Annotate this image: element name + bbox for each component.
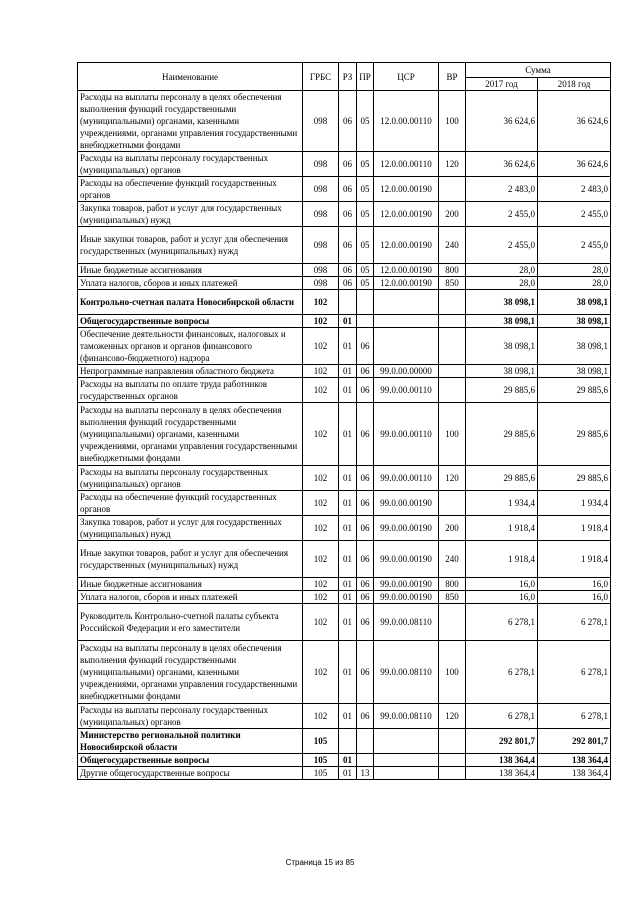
row-sum-2017: 38 098,1 xyxy=(466,315,538,328)
table-row xyxy=(78,704,611,729)
table-row xyxy=(78,767,611,780)
table-header xyxy=(78,63,611,91)
row-vr: 240 xyxy=(439,227,466,264)
row-name: Иные закупки товаров, работ и услуг для обеспечения государственных (муниципальных) нужд xyxy=(78,541,303,578)
row-vr: 120 xyxy=(439,152,466,177)
row-rz: 01 xyxy=(339,365,357,378)
row-pr: 06 xyxy=(357,516,374,541)
row-grbs: 102 xyxy=(303,641,339,704)
header-csr: ЦСР xyxy=(374,63,439,91)
row-rz: 06 xyxy=(339,227,357,264)
row-rz: 06 xyxy=(339,91,357,152)
row-sum-2018: 28,0 xyxy=(538,277,611,290)
row-sum-2018: 36 624,6 xyxy=(538,152,611,177)
row-vr: 200 xyxy=(439,516,466,541)
table-row xyxy=(78,177,611,202)
row-rz: 01 xyxy=(339,604,357,641)
table-row xyxy=(78,91,611,152)
row-grbs: 102 xyxy=(303,516,339,541)
row-rz: 06 xyxy=(339,277,357,290)
row-name: Расходы на выплаты персоналу государственных (муниципальных) органов xyxy=(78,704,303,729)
row-csr xyxy=(374,290,439,315)
row-csr: 99.0.00.00190 xyxy=(374,591,439,604)
row-grbs: 102 xyxy=(303,315,339,328)
row-csr xyxy=(374,315,439,328)
row-vr: 100 xyxy=(439,403,466,466)
row-name: Расходы на выплаты по оплате труда работников государственных органов xyxy=(78,378,303,403)
row-grbs: 098 xyxy=(303,202,339,227)
row-sum-2017: 38 098,1 xyxy=(466,290,538,315)
table-row xyxy=(78,466,611,491)
row-grbs: 102 xyxy=(303,604,339,641)
row-sum-2017: 1 934,4 xyxy=(466,491,538,516)
row-csr: 12.0.00.00190 xyxy=(374,277,439,290)
row-sum-2017: 28,0 xyxy=(466,277,538,290)
row-grbs: 102 xyxy=(303,541,339,578)
row-vr: 100 xyxy=(439,91,466,152)
row-csr xyxy=(374,767,439,780)
row-grbs: 102 xyxy=(303,466,339,491)
row-sum-2018: 38 098,1 xyxy=(538,365,611,378)
row-sum-2018: 2 483,0 xyxy=(538,177,611,202)
row-name: Непрограммные направления областного бюджета xyxy=(78,365,303,378)
table-row xyxy=(78,578,611,591)
row-name: Уплата налогов, сборов и иных платежей xyxy=(78,591,303,604)
row-sum-2017: 29 885,6 xyxy=(466,378,538,403)
table-row xyxy=(78,227,611,264)
row-sum-2018: 38 098,1 xyxy=(538,290,611,315)
table-row xyxy=(78,290,611,315)
row-sum-2018: 6 278,1 xyxy=(538,641,611,704)
row-pr: 06 xyxy=(357,591,374,604)
row-name: Общегосударственные вопросы xyxy=(78,315,303,328)
row-grbs: 098 xyxy=(303,277,339,290)
row-rz: 06 xyxy=(339,152,357,177)
row-name: Расходы на выплаты персоналу государственных (муниципальных) органов xyxy=(78,466,303,491)
row-rz: 01 xyxy=(339,754,357,767)
header-pr: ПР xyxy=(357,63,374,91)
row-csr xyxy=(374,754,439,767)
header-grbs: ГРБС xyxy=(303,63,339,91)
row-sum-2018: 16,0 xyxy=(538,591,611,604)
row-pr: 06 xyxy=(357,328,374,365)
row-pr: 06 xyxy=(357,641,374,704)
row-csr: 99.0.00.00110 xyxy=(374,466,439,491)
row-name: Руководитель Контрольно-счетной палаты субъекта Российской Федерации и его заместители xyxy=(78,604,303,641)
row-name: Другие общегосударственные вопросы xyxy=(78,767,303,780)
row-csr: 99.0.00.08110 xyxy=(374,604,439,641)
row-csr: 12.0.00.00110 xyxy=(374,152,439,177)
table-row xyxy=(78,277,611,290)
table-row xyxy=(78,152,611,177)
row-grbs: 098 xyxy=(303,152,339,177)
row-sum-2017: 292 801,7 xyxy=(466,729,538,754)
row-rz: 01 xyxy=(339,516,357,541)
row-rz: 01 xyxy=(339,578,357,591)
row-vr: 100 xyxy=(439,641,466,704)
row-pr: 06 xyxy=(357,578,374,591)
row-vr xyxy=(439,604,466,641)
row-sum-2018: 16,0 xyxy=(538,578,611,591)
row-name: Расходы на выплаты персоналу государственных (муниципальных) органов xyxy=(78,152,303,177)
header-name: Наименование xyxy=(78,63,303,91)
row-vr xyxy=(439,365,466,378)
row-pr: 06 xyxy=(357,466,374,491)
row-pr: 06 xyxy=(357,604,374,641)
row-sum-2018: 1 918,4 xyxy=(538,541,611,578)
row-grbs: 102 xyxy=(303,378,339,403)
row-vr: 850 xyxy=(439,277,466,290)
row-sum-2018: 2 455,0 xyxy=(538,202,611,227)
row-name: Иные бюджетные ассигнования xyxy=(78,578,303,591)
row-pr xyxy=(357,729,374,754)
row-sum-2018: 29 885,6 xyxy=(538,378,611,403)
page-footer: Страница 15 из 85 xyxy=(285,858,355,867)
budget-table xyxy=(77,62,611,780)
row-pr: 13 xyxy=(357,767,374,780)
row-rz: 06 xyxy=(339,264,357,277)
row-name: Иные бюджетные ассигнования xyxy=(78,264,303,277)
row-vr xyxy=(439,754,466,767)
row-vr xyxy=(439,729,466,754)
row-sum-2017: 1 918,4 xyxy=(466,541,538,578)
row-sum-2017: 6 278,1 xyxy=(466,641,538,704)
row-csr: 12.0.00.00110 xyxy=(374,91,439,152)
table-row xyxy=(78,641,611,704)
row-vr xyxy=(439,315,466,328)
row-sum-2018: 2 455,0 xyxy=(538,227,611,264)
row-csr: 99.0.00.00190 xyxy=(374,491,439,516)
header-vr: ВР xyxy=(439,63,466,91)
row-name: Расходы на выплаты персоналу в целях обеспечения выполнения функций государственными (муниципальными) органами, казенными учреждениями, органами управления государственными внебюджетными фондами xyxy=(78,403,303,466)
row-pr xyxy=(357,290,374,315)
table-row xyxy=(78,754,611,767)
table-row xyxy=(78,365,611,378)
row-name: Расходы на обеспечение функций государственных органов xyxy=(78,491,303,516)
row-grbs: 105 xyxy=(303,767,339,780)
row-vr: 200 xyxy=(439,202,466,227)
row-csr: 99.0.00.00110 xyxy=(374,403,439,466)
row-sum-2018: 29 885,6 xyxy=(538,466,611,491)
row-sum-2017: 1 918,4 xyxy=(466,516,538,541)
row-csr: 12.0.00.00190 xyxy=(374,264,439,277)
row-grbs: 105 xyxy=(303,754,339,767)
row-name: Министерство региональной политики Новосибирской области xyxy=(78,729,303,754)
row-csr: 99.0.00.00000 xyxy=(374,365,439,378)
row-sum-2018: 38 098,1 xyxy=(538,315,611,328)
row-grbs: 102 xyxy=(303,403,339,466)
row-rz xyxy=(339,290,357,315)
row-pr: 05 xyxy=(357,177,374,202)
row-pr: 05 xyxy=(357,264,374,277)
row-vr: 850 xyxy=(439,591,466,604)
row-vr: 120 xyxy=(439,466,466,491)
row-grbs: 098 xyxy=(303,91,339,152)
row-csr: 99.0.00.00190 xyxy=(374,516,439,541)
row-pr: 05 xyxy=(357,277,374,290)
row-rz: 01 xyxy=(339,704,357,729)
row-sum-2017: 16,0 xyxy=(466,578,538,591)
row-rz: 01 xyxy=(339,591,357,604)
row-name: Контрольно-счетная палата Новосибирской области xyxy=(78,290,303,315)
row-sum-2018: 138 364,4 xyxy=(538,767,611,780)
row-rz: 01 xyxy=(339,378,357,403)
row-vr xyxy=(439,767,466,780)
row-vr: 120 xyxy=(439,704,466,729)
row-rz: 01 xyxy=(339,315,357,328)
row-sum-2017: 16,0 xyxy=(466,591,538,604)
row-csr xyxy=(374,729,439,754)
row-sum-2017: 38 098,1 xyxy=(466,365,538,378)
row-pr xyxy=(357,754,374,767)
table-row xyxy=(78,378,611,403)
row-vr: 800 xyxy=(439,578,466,591)
row-name: Расходы на обеспечение функций государственных органов xyxy=(78,177,303,202)
row-sum-2018: 138 364,4 xyxy=(538,754,611,767)
row-rz: 01 xyxy=(339,328,357,365)
row-csr: 99.0.00.08110 xyxy=(374,641,439,704)
row-grbs: 102 xyxy=(303,704,339,729)
row-grbs: 098 xyxy=(303,227,339,264)
row-vr: 800 xyxy=(439,264,466,277)
row-sum-2017: 2 455,0 xyxy=(466,202,538,227)
row-vr xyxy=(439,491,466,516)
row-rz: 01 xyxy=(339,767,357,780)
row-sum-2018: 6 278,1 xyxy=(538,604,611,641)
row-pr: 06 xyxy=(357,403,374,466)
table-body xyxy=(78,91,611,780)
row-sum-2017: 29 885,6 xyxy=(466,403,538,466)
row-pr: 05 xyxy=(357,202,374,227)
row-name: Закупка товаров, работ и услуг для государственных (муниципальных) нужд xyxy=(78,202,303,227)
row-sum-2017: 6 278,1 xyxy=(466,704,538,729)
row-name: Уплата налогов, сборов и иных платежей xyxy=(78,277,303,290)
row-name: Общегосударственные вопросы xyxy=(78,754,303,767)
row-pr: 05 xyxy=(357,91,374,152)
header-rz: РЗ xyxy=(339,63,357,91)
row-sum-2017: 138 364,4 xyxy=(466,767,538,780)
row-pr: 05 xyxy=(357,227,374,264)
table-row xyxy=(78,403,611,466)
row-sum-2018: 29 885,6 xyxy=(538,403,611,466)
row-pr: 06 xyxy=(357,491,374,516)
row-name: Расходы на выплаты персоналу в целях обеспечения выполнения функций государственными (муниципальными) органами, казенными учреждениями, органами управления государственными внебюджетными фондами xyxy=(78,641,303,704)
row-csr xyxy=(374,328,439,365)
row-sum-2018: 28,0 xyxy=(538,264,611,277)
row-rz: 01 xyxy=(339,541,357,578)
row-csr: 12.0.00.00190 xyxy=(374,177,439,202)
header-sum: Сумма xyxy=(466,63,611,78)
table-row xyxy=(78,729,611,754)
row-csr: 99.0.00.00110 xyxy=(374,378,439,403)
row-rz: 01 xyxy=(339,641,357,704)
row-grbs: 098 xyxy=(303,264,339,277)
row-sum-2017: 28,0 xyxy=(466,264,538,277)
row-vr xyxy=(439,378,466,403)
row-sum-2018: 1 934,4 xyxy=(538,491,611,516)
row-vr xyxy=(439,328,466,365)
row-grbs: 098 xyxy=(303,177,339,202)
row-rz: 01 xyxy=(339,466,357,491)
row-sum-2018: 1 918,4 xyxy=(538,516,611,541)
table-row xyxy=(78,491,611,516)
row-sum-2018: 6 278,1 xyxy=(538,704,611,729)
row-csr: 99.0.00.08110 xyxy=(374,704,439,729)
row-vr xyxy=(439,177,466,202)
row-rz: 06 xyxy=(339,202,357,227)
row-sum-2018: 36 624,6 xyxy=(538,91,611,152)
row-sum-2017: 36 624,6 xyxy=(466,152,538,177)
row-name: Иные закупки товаров, работ и услуг для обеспечения государственных (муниципальных) нужд xyxy=(78,227,303,264)
row-sum-2018: 38 098,1 xyxy=(538,328,611,365)
header-year-2017: 2017 год xyxy=(466,78,538,91)
row-sum-2017: 138 364,4 xyxy=(466,754,538,767)
row-csr: 12.0.00.00190 xyxy=(374,227,439,264)
row-pr: 05 xyxy=(357,152,374,177)
table-row xyxy=(78,604,611,641)
row-grbs: 102 xyxy=(303,328,339,365)
row-name: Расходы на выплаты персоналу в целях обеспечения выполнения функций государственными (муниципальными) органами, казенными учреждениями, органами управления государственными внебюджетными фондами xyxy=(78,91,303,152)
table-row xyxy=(78,202,611,227)
row-rz: 01 xyxy=(339,403,357,466)
row-grbs: 102 xyxy=(303,290,339,315)
row-pr: 06 xyxy=(357,365,374,378)
row-rz xyxy=(339,729,357,754)
row-pr xyxy=(357,315,374,328)
row-csr: 99.0.00.00190 xyxy=(374,578,439,591)
row-csr: 12.0.00.00190 xyxy=(374,202,439,227)
row-vr xyxy=(439,290,466,315)
row-sum-2017: 2 455,0 xyxy=(466,227,538,264)
row-name: Закупка товаров, работ и услуг для государственных (муниципальных) нужд xyxy=(78,516,303,541)
row-sum-2017: 6 278,1 xyxy=(466,604,538,641)
row-grbs: 102 xyxy=(303,365,339,378)
row-pr: 06 xyxy=(357,378,374,403)
header-year-2018: 2018 год xyxy=(538,78,611,91)
row-sum-2017: 2 483,0 xyxy=(466,177,538,202)
row-sum-2017: 38 098,1 xyxy=(466,328,538,365)
row-vr: 240 xyxy=(439,541,466,578)
row-grbs: 102 xyxy=(303,578,339,591)
row-csr: 99.0.00.00190 xyxy=(374,541,439,578)
row-grbs: 105 xyxy=(303,729,339,754)
table-row xyxy=(78,541,611,578)
row-rz: 01 xyxy=(339,491,357,516)
row-sum-2017: 36 624,6 xyxy=(466,91,538,152)
row-name: Обеспечение деятельности финансовых, налоговых и таможенных органов и органов финансового (финансово-бюджетного) надзора xyxy=(78,328,303,365)
table-row xyxy=(78,516,611,541)
table-row xyxy=(78,315,611,328)
row-sum-2018: 292 801,7 xyxy=(538,729,611,754)
table-row xyxy=(78,264,611,277)
row-grbs: 102 xyxy=(303,491,339,516)
row-sum-2017: 29 885,6 xyxy=(466,466,538,491)
row-rz: 06 xyxy=(339,177,357,202)
table-row xyxy=(78,328,611,365)
table-row xyxy=(78,591,611,604)
row-grbs: 102 xyxy=(303,591,339,604)
row-pr: 06 xyxy=(357,541,374,578)
row-pr: 06 xyxy=(357,704,374,729)
